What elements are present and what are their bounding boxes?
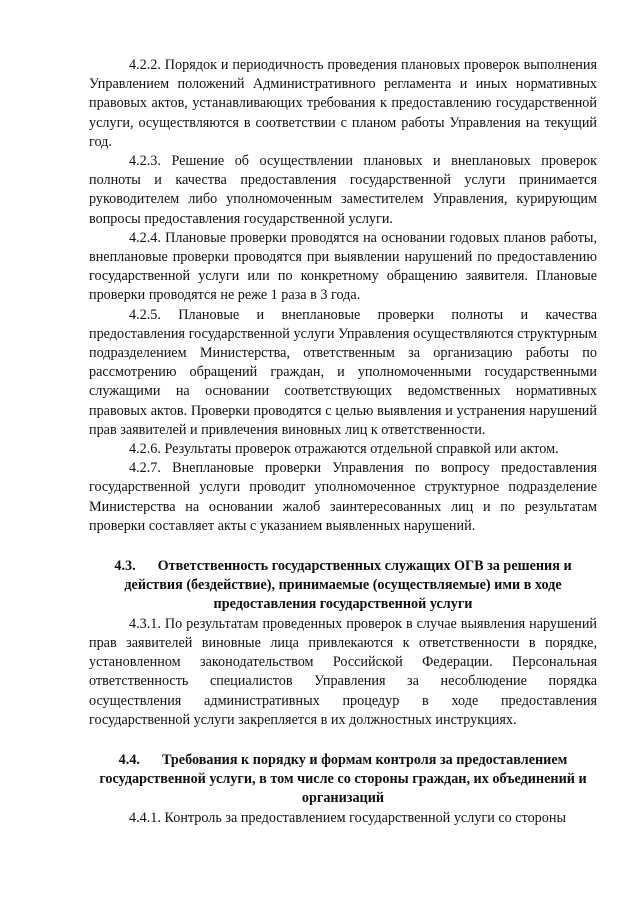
document-page bbox=[89, 56, 597, 828]
section-title-4-4: Требования к порядку и формам контроля за предоставлением государственной услуги, в том числе со стороны граждан, их объединений и организаций bbox=[99, 751, 587, 807]
paragraph-4-2-4: 4.2.4. Плановые проверки проводятся на основании годовых планов работы, внеплановые проверки проводятся при выявлении нарушений по предоставлению государственной услуги или по конкретному обращению заявителя. Плановые проверки проводятся не реже 1 раза в 3 года. bbox=[89, 229, 597, 304]
section-number-4-4: 4.4. bbox=[118, 751, 140, 768]
paragraph-4-2-7: 4.2.7. Внеплановые проверки Управления по вопросу предоставления государственной услуги проводит уполномоченное структурное подразделение Министерства на основании жалоб заинтересованных лиц и по результатам проверки составляет акты с указанием выявленных нарушений. bbox=[89, 460, 597, 534]
paragraph-4-2-5: 4.2.5. Плановые и внеплановые проверки полноты и качества предоставления государственной услуги Управления осуществляются структурным подразделением Министерства, ответственным за организацию работы по рассмотрению обращений граждан, и уполномоченными государственными служащими на основании соответствующих ведомственных нормативных правовых актов. Проверки проводятся с целью выявления и устранения нарушений прав заявителей и привлечения виновных лиц к ответственности. bbox=[89, 306, 597, 438]
paragraph-4-4-1: 4.4.1. Контроль за предоставлением государственной услуги со стороны bbox=[129, 809, 566, 826]
paragraph-4-3-1: 4.3.1. По результатам проведенных проверок в случае выявления нарушений прав заявителей виновные лица привлекаются к ответственности в порядке, установленном законодательством Российской Федерации. Персональная ответственность специалистов Управления за несоблюдение порядка осуществления административных процедур в ходе предоставления государственной услуги закрепляется в их должностных инструкциях. bbox=[89, 615, 597, 728]
section-heading-4-4 bbox=[89, 751, 597, 809]
paragraph-4-2-3: 4.2.3. Решение об осуществлении плановых и внеплановых проверок полноты и качества предоставления государственной услуги принимается руководителем либо уполномоченным заместителем Управления, курирующим вопросы предоставления государственной услуги. bbox=[89, 153, 597, 227]
paragraph-4-2-2: 4.2.2. Порядок и периодичность проведения плановых проверок выполнения Управлением положений Административного регламента и иных нормативных правовых актов, устанавливающих требования к предоставлению государственной услуги, осуществляются в соответствии с планом работы Управления на текущий год. bbox=[89, 57, 597, 150]
paragraph-4-2-6: 4.2.6. Результаты проверок отражаются отдельной справкой или актом. bbox=[129, 441, 559, 458]
section-title-4-3: Ответственность государственных служащих ОГВ за решения и действия (бездействие), принимаемые (осуществляемые) ими в ходе предоставления государственной услуги bbox=[124, 558, 572, 613]
section-heading-4-3 bbox=[89, 557, 597, 615]
section-number-4-3: 4.3. bbox=[114, 558, 136, 575]
